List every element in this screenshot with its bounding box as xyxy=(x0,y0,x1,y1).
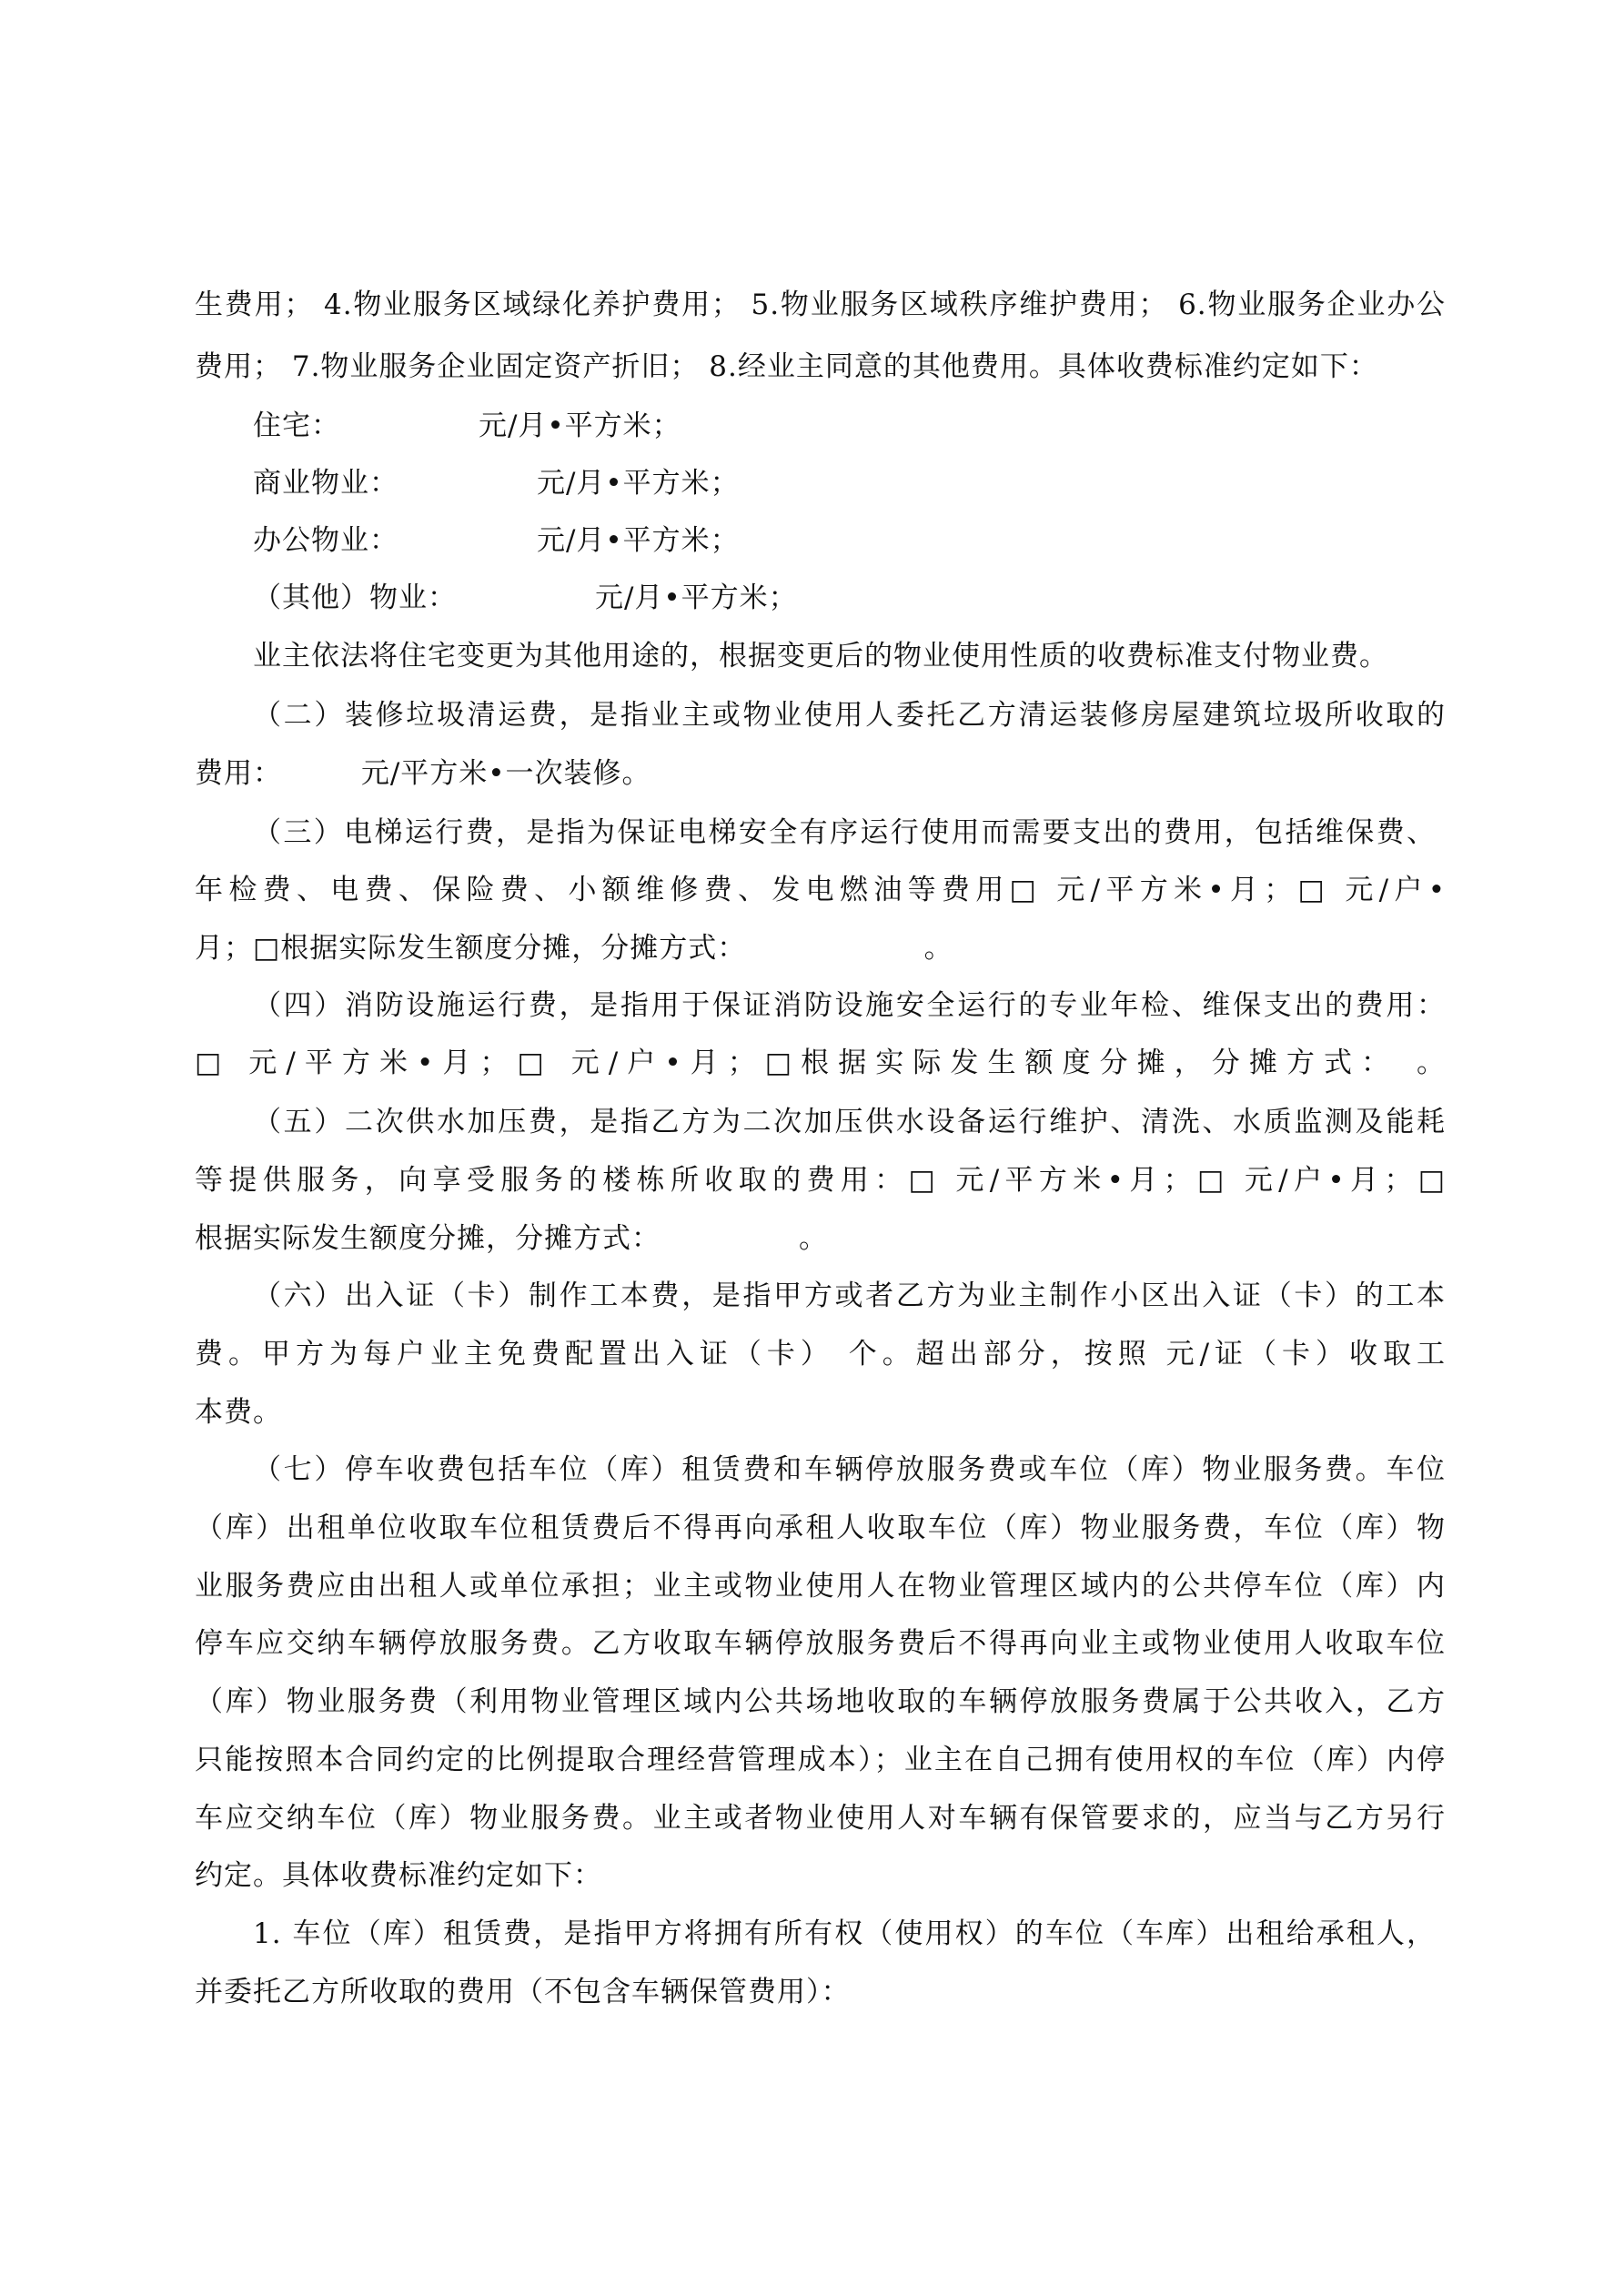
section-6-heading: （六）出入证（卡）制作工本费，是指甲方或者乙方为业主制作小区出入证（卡）的工本 xyxy=(253,1279,1446,1312)
section-3-heading: （三）电梯运行费，是指为保证电梯安全有序运行使用而需要支出的费用，包括维保费、 xyxy=(253,816,1436,849)
fee-item-residential: 住宅： 元/月•平方米； xyxy=(253,410,681,442)
text-line: 费用； 7.物业服务企业固定资产折旧； 8.经业主同意的其他费用。具体收费标准约定如下： xyxy=(195,350,1378,383)
text-line: 车应交纳车位（库）物业服务费。业主或者物业使用人对车辆有保管要求的，应当与乙方另行 xyxy=(195,1802,1446,1835)
text-line: （库）出租单位收取车位租赁费后不得再向承租人收取车位（库）物业服务费，车位（库）物 xyxy=(195,1512,1446,1544)
text-line: 费。甲方为每户业主免费配置出入证（卡） 个。超出部分，按照 元/证（卡）收取工 xyxy=(195,1338,1446,1371)
section-5-heading: （五）二次供水加压费，是指乙方为二次加压供水设备运行维护、清洗、水质监测及能耗 xyxy=(253,1106,1446,1138)
section-7-heading: （七）停车收费包括车位（库）租赁费和车辆停放服务费或车位（库）物业服务费。车位 xyxy=(253,1453,1446,1486)
text-line: 业主依法将住宅变更为其他用途的，根据变更后的物业使用性质的收费标准支付物业费。 xyxy=(253,640,1388,673)
text-line: 约定。具体收费标准约定如下： xyxy=(195,1859,602,1892)
text-line: 等提供服务，向享受服务的楼栋所收取的费用：□ 元/平方米•月；□ 元/户•月；□ xyxy=(195,1164,1446,1197)
text-line: 年检费、电费、保险费、小额维修费、发电燃油等费用□ 元/平方米•月；□ 元/户• xyxy=(195,874,1446,906)
text-line: 生费用； 4.物业服务区域绿化养护费用； 5.物业服务区域秩序维护费用； 6.物业服务企业办公 xyxy=(195,288,1446,321)
text-line: 业服务费应由出租人或单位承担；业主或物业使用人在物业管理区域内的公共停车位（库）内 xyxy=(195,1570,1446,1603)
text-line: 只能按照本合同约定的比例提取合理经营管理成本）；业主在自己拥有使用权的车位（库）内停 xyxy=(195,1744,1446,1776)
text-line: （库）物业服务费（利用物业管理区域内公共场地收取的车辆停放服务费属于公共收入，乙方 xyxy=(195,1685,1446,1718)
text-line: □ 元/平方米•月；□ 元/户•月；□根据实际发生额度分摊，分摊方式： 。 xyxy=(195,1047,1446,1079)
fee-item-office: 办公物业： 元/月•平方米； xyxy=(253,524,740,557)
text-line: 并委托乙方所收取的费用（不包含车辆保管费用）： xyxy=(195,1976,851,2008)
section-2-heading: （二）装修垃圾清运费，是指业主或物业使用人委托乙方清运装修房屋建筑垃圾所收取的 xyxy=(253,699,1446,732)
text-line: 本费。 xyxy=(195,1396,282,1429)
section-4-heading: （四）消防设施运行费，是指用于保证消防设施安全运行的专业年检、维保支出的费用： xyxy=(253,989,1446,1022)
text-line: 月；□根据实际发生额度分摊，分摊方式： 。 xyxy=(195,932,953,965)
fee-item-commercial: 商业物业： 元/月•平方米； xyxy=(253,467,740,500)
subsection-1-heading: 1. 车位（库）租赁费，是指甲方将拥有所有权（使用权）的车位（车库）出租给承租人， xyxy=(253,1917,1436,1950)
fee-item-other: （其他）物业： 元/月•平方米； xyxy=(253,582,798,614)
text-line: 根据实际发生额度分摊，分摊方式： 。 xyxy=(195,1222,828,1255)
text-line: 停车应交纳车辆停放服务费。乙方收取车辆停放服务费后不得再向业主或物业使用人收取车位 xyxy=(195,1627,1446,1660)
text-line: 费用： 元/平方米•一次装修。 xyxy=(195,757,651,790)
